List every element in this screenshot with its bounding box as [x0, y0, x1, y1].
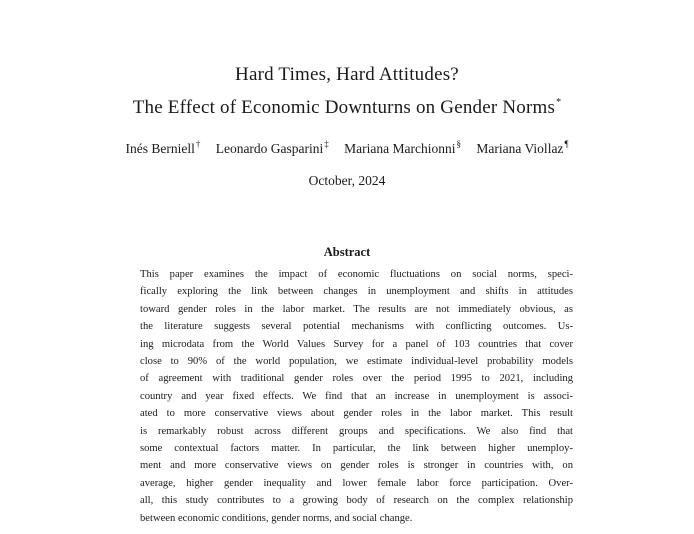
author: [216, 139, 329, 157]
abstract-line: This paper examines the impact of economic fluctuations on social norms, speci-: [140, 269, 573, 280]
abstract-line: ing microdata from the World Values Survey for a panel of 103 countries that cover: [140, 338, 573, 350]
abstract-line: is remarkably robust across different groups and specifications. We also find that: [140, 425, 573, 437]
author-footnote-mark[interactable]: §: [456, 139, 462, 149]
abstract-line: between economic conditions, gender norms, and social change.: [140, 512, 413, 524]
author-name: Leonardo Gasparini: [215, 141, 324, 156]
abstract-line: ated to more conservative views about gender roles in the labor market. This result: [140, 408, 573, 420]
abstract-line: country and year fixed effects. We find that an increase in unemployment is associ-: [140, 390, 573, 402]
title-text-1: Hard Times, Hard Attitudes?: [235, 64, 459, 85]
author-footnote-mark[interactable]: †: [195, 139, 201, 149]
title-footnote-mark[interactable]: *: [556, 97, 562, 108]
paper-title-line-1: [0, 64, 694, 86]
publication-date: October, 2024: [308, 173, 386, 188]
abstract-line: fically exploring the link between changes in unemployment and shifts in attitudes: [140, 286, 573, 298]
abstract-line: of agreement with traditional gender roles over the period 1995 to 2021, including: [140, 373, 573, 385]
author-footnote-mark[interactable]: ‡: [324, 139, 329, 149]
author: [125, 139, 200, 157]
title-text-2: The Effect of Economic Downturns on Gender Norms: [132, 97, 556, 118]
abstract-line: ment and more conservative views on gender roles is stronger in countries with, on: [140, 460, 573, 472]
abstract-line: toward gender roles in the labor market. The results are not immediately obvious, as: [140, 303, 573, 315]
author-name: Mariana Viollaz: [476, 141, 564, 156]
author-name: Inés Berniell: [125, 141, 195, 156]
abstract-body: [140, 266, 573, 527]
abstract-line: all, this study contributes to a growing body of research on the complex relationship: [140, 495, 573, 507]
abstract-heading: Abstract: [323, 245, 371, 259]
author: [476, 139, 568, 157]
abstract-line: close to 90% of the world population, we estimate individual-level probability models: [140, 356, 573, 368]
abstract-line: the literature suggests several potential mechanisms with conflicting outcomes. Us-: [140, 321, 573, 333]
abstract-line: some contextual factors matter. In particular, the link between higher unemploy-: [140, 443, 573, 455]
author-list: [0, 139, 694, 157]
author-name: Mariana Marchionni: [344, 141, 456, 156]
paper-title-line-2: [0, 97, 694, 119]
author-footnote-mark[interactable]: ¶: [564, 139, 569, 149]
abstract-line: average, higher gender inequality and lower female labor force participation. Over-: [140, 477, 573, 489]
author: [344, 139, 461, 157]
